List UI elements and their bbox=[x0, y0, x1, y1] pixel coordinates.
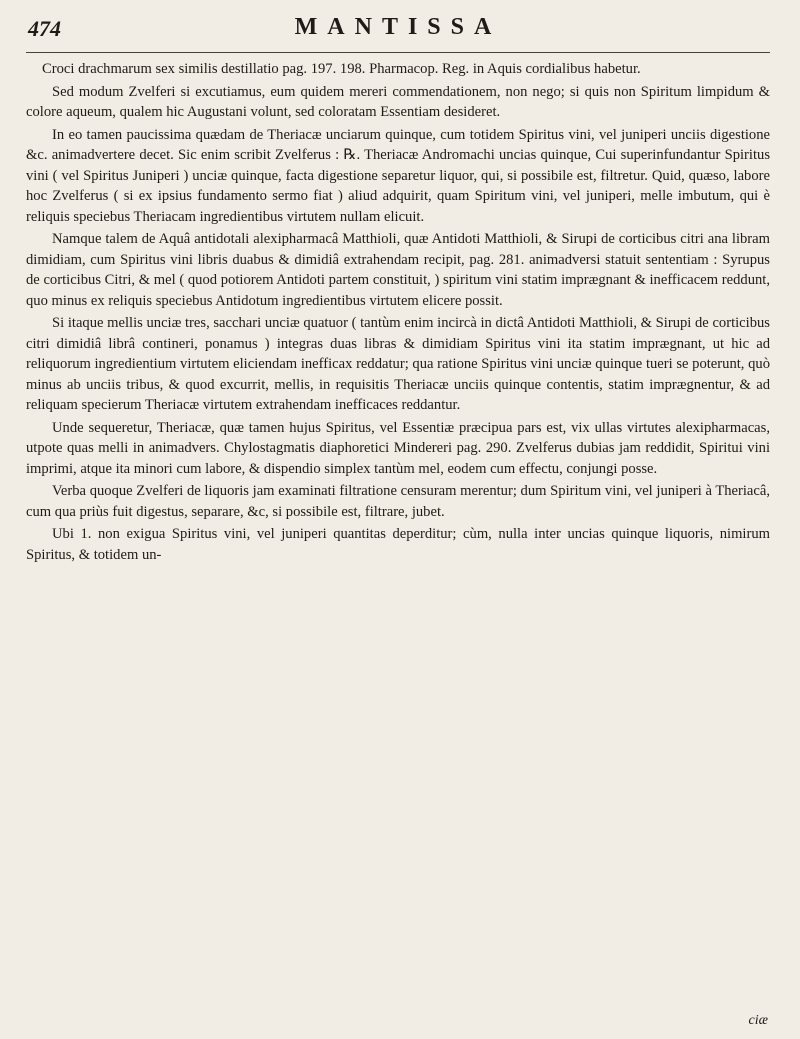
paragraph: Unde sequeretur, Theriacæ, quæ tamen hujus Spiritus, vel Essentiæ præcipua pars est, vix ullas virtutes alexipharmacas, utpote quas melli in animadvers. Chylostagmatis diaphoretici Mindereri pag. 290. Zvelferus dubias jam reddidit, Spiritui vini imprimi, atque ita minori cum labore, & dispendio simplex tantùm mel, eodem cum effectu, conjungi posse. bbox=[26, 419, 770, 477]
paragraph: Namque talem de Aquâ antidotali alexipharmacâ Matthioli, quæ Antidoti Matthioli, & Sirupi de corticibus citri ana libram dimidiam, cum Spiritus vini libris duabus & dimidiâ extrahendam recipit, pag. 281. animadversi statuit sententiam : Syrupus de corticibus Citri, & mel ( quod potiorem Antidoti partem constituit, ) spiritum vini statim imprægnant & inefficacem reddunt, quo minus ex reliquis speciebus Antidotum ingredientibus virtutem elicere possit. bbox=[26, 231, 770, 309]
body-text bbox=[26, 59, 770, 565]
running-head: MANTISSA bbox=[294, 14, 502, 40]
paragraph: Sed modum Zvelferi si excutiamus, eum quidem mereri commendationem, non nego; si quis non Spiritum limpidum & colore aqueum, qualem hic Augustani volunt, sed coloratam Essentiam desideret. bbox=[26, 83, 770, 120]
paragraph: Ubi 1. non exigua Spiritus vini, vel juniperi quantitas deperditur; cùm, nulla inter uncias quinque liquoris, nimirum Spiritus, & totidem un- bbox=[26, 526, 770, 563]
page-header bbox=[26, 12, 770, 53]
paragraph: In eo tamen paucissima quædam de Theriacæ unciarum quinque, cum totidem Spiritus vini, vel juniperi unciis digestione &c. animadvertere decet. Sic enim scribit Zvelferus : ℞. Theriacæ Andromachi uncias quinque, Cui superinfundantur Spiritus vini ( vel Spiritus Juniperi ) unciæ quinque, facta digestione separetur liquor, qui, si possibile est, filtretur. Quid, quæso, labore hoc Zvelferus ( si ex ipsius fundamento sermo fiat ) aliud adquirit, quam Spiritum vini, vel juniperi, melle imbutum, qui è reliquis speciebus Theriacam ingredientibus virtutem nullam elicuit. bbox=[26, 126, 770, 225]
paragraph: Si itaque mellis unciæ tres, sacchari unciæ quatuor ( tantùm enim incircà in dictâ Antidoti Matthioli, & Sirupi de corticibus citri dimidiâ librâ contineri, ponamus ) integras duas libras & dimidiam Spiritus vini ita statim imprægnant, ut hic ad reliquorum ingredientium virtutem eliciendam inefficax reddatur; qua ratione Spiritus vini unciæ quinque tueri se poterunt, quò minus ab unciis tribus, & quod excurrit, mellis, in requisitis Theriacæ unciis quinque contentis, statim imprægnentur, & ad reliquam specierum Theriacæ virtutem extrahendam inefficaces reddantur. bbox=[26, 315, 770, 413]
paragraph: Croci drachmarum sex similis destillatio pag. 197. 198. Pharmacop. Reg. in Aquis cordialibus habetur. bbox=[42, 61, 641, 77]
paragraph: Verba quoque Zvelferi de liquoris jam examinati filtratione censuram merentur; dum Spiritum vini, vel juniperi à Theriacâ, cum qua priùs fuit digestus, separare, &c, si possibile est, filtrare, jubet. bbox=[26, 483, 770, 520]
page-number: 474 bbox=[28, 16, 61, 41]
catchword: ciæ bbox=[748, 1013, 768, 1028]
